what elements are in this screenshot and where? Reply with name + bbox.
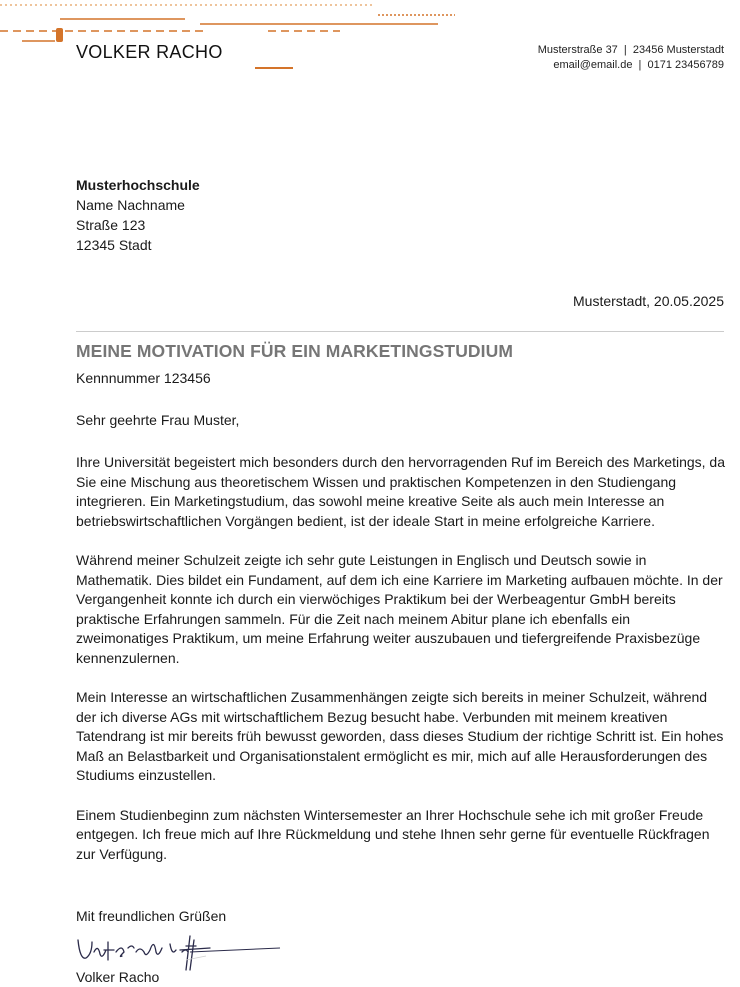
closing-phrase: Mit freundlichen Grüßen bbox=[76, 908, 227, 924]
reference-number: Kennnummer 123456 bbox=[76, 370, 211, 386]
sender-name: VOLKER RACHO bbox=[76, 42, 223, 62]
recipient-city: 12345 Stadt bbox=[76, 237, 152, 253]
body-paragraph-4: Einem Studienbeginn zum nächsten Wintersemester an Ihrer Hochschule sehe ich mit großer Freude entgegen. Ich freue mich auf Ihre Rückmeldung und stehe Ihnen sehr gerne für eventuelle Rückfragen zur Verfügung. bbox=[76, 806, 710, 862]
recipient-person: Name Nachname bbox=[76, 197, 185, 213]
letter-body bbox=[76, 453, 726, 884]
letter-subject: MEINE MOTIVATION FÜR EIN MARKETINGSTUDIUM bbox=[76, 341, 514, 361]
recipient-institution: Musterhochschule bbox=[76, 177, 200, 193]
sender-address: Musterstraße 37 | 23456 Musterstadt bbox=[537, 44, 724, 56]
recipient-block bbox=[76, 175, 200, 255]
divider bbox=[76, 331, 724, 332]
salutation: Sehr geehrte Frau Muster, bbox=[76, 412, 240, 428]
sender-contact bbox=[538, 43, 724, 73]
handwritten-signature bbox=[70, 930, 290, 972]
body-paragraph-2: Während meiner Schulzeit zeigte ich sehr gute Leistungen in Englisch und Deutsch sowie in Mathematik. Dies bildet ein Fundament, auf dem ich eine Karriere im Marketing aufbauen möchte. In der Vergangenheit konnte ich durch ein vierwöchiges Praktikum bei der Werbeagentur GmbH bereits praktische Erfahrungen sammeln. Für die Zeit nach meinem Abitur plane ich ebenfalls ein zweimonatiges Praktikum, um meine Erfahrung weiter auszubauen und tiefergreifende Praxisbezüge kennenzulernen. bbox=[76, 552, 723, 666]
body-paragraph-1: Ihre Universität begeistert mich besonders durch den hervorragenden Ruf im Bereich des Marketings, da Sie eine Mischung aus theoretischem Wissen und praktischen Kompetenzen in den Studiengang integrieren. Ein Marketingstudium, das sowohl meine kreative Seite als auch mein Interesse an betriebswirtschaftlichen Vorgängen bedient, ist der ideale Start in meine erfolgreiche Karriere. bbox=[76, 454, 725, 529]
signer-name: Volker Racho bbox=[76, 969, 160, 985]
recipient-street: Straße 123 bbox=[76, 217, 146, 233]
body-paragraph-3: Mein Interesse an wirtschaftlichen Zusammenhängen zeigte sich bereits in meiner Schulzeit, während der ich diverse AGs mit wirtschaftlichem Bezug besucht habe. Verbunden mit meinem kreativen Tatendrang ist mir bereits früh bewusst geworden, dass dieses Studium der richtige Schritt ist. Ein hohes Maß an Belastbarkeit und Organisationstalent ermöglicht es mir, mich auf alle Herausforderungen des Studiums einzustellen. bbox=[76, 689, 724, 783]
sender-email-phone: email@email.de | 0171 23456789 bbox=[553, 59, 724, 71]
letter-date: Musterstadt, 20.05.2025 bbox=[573, 293, 724, 309]
